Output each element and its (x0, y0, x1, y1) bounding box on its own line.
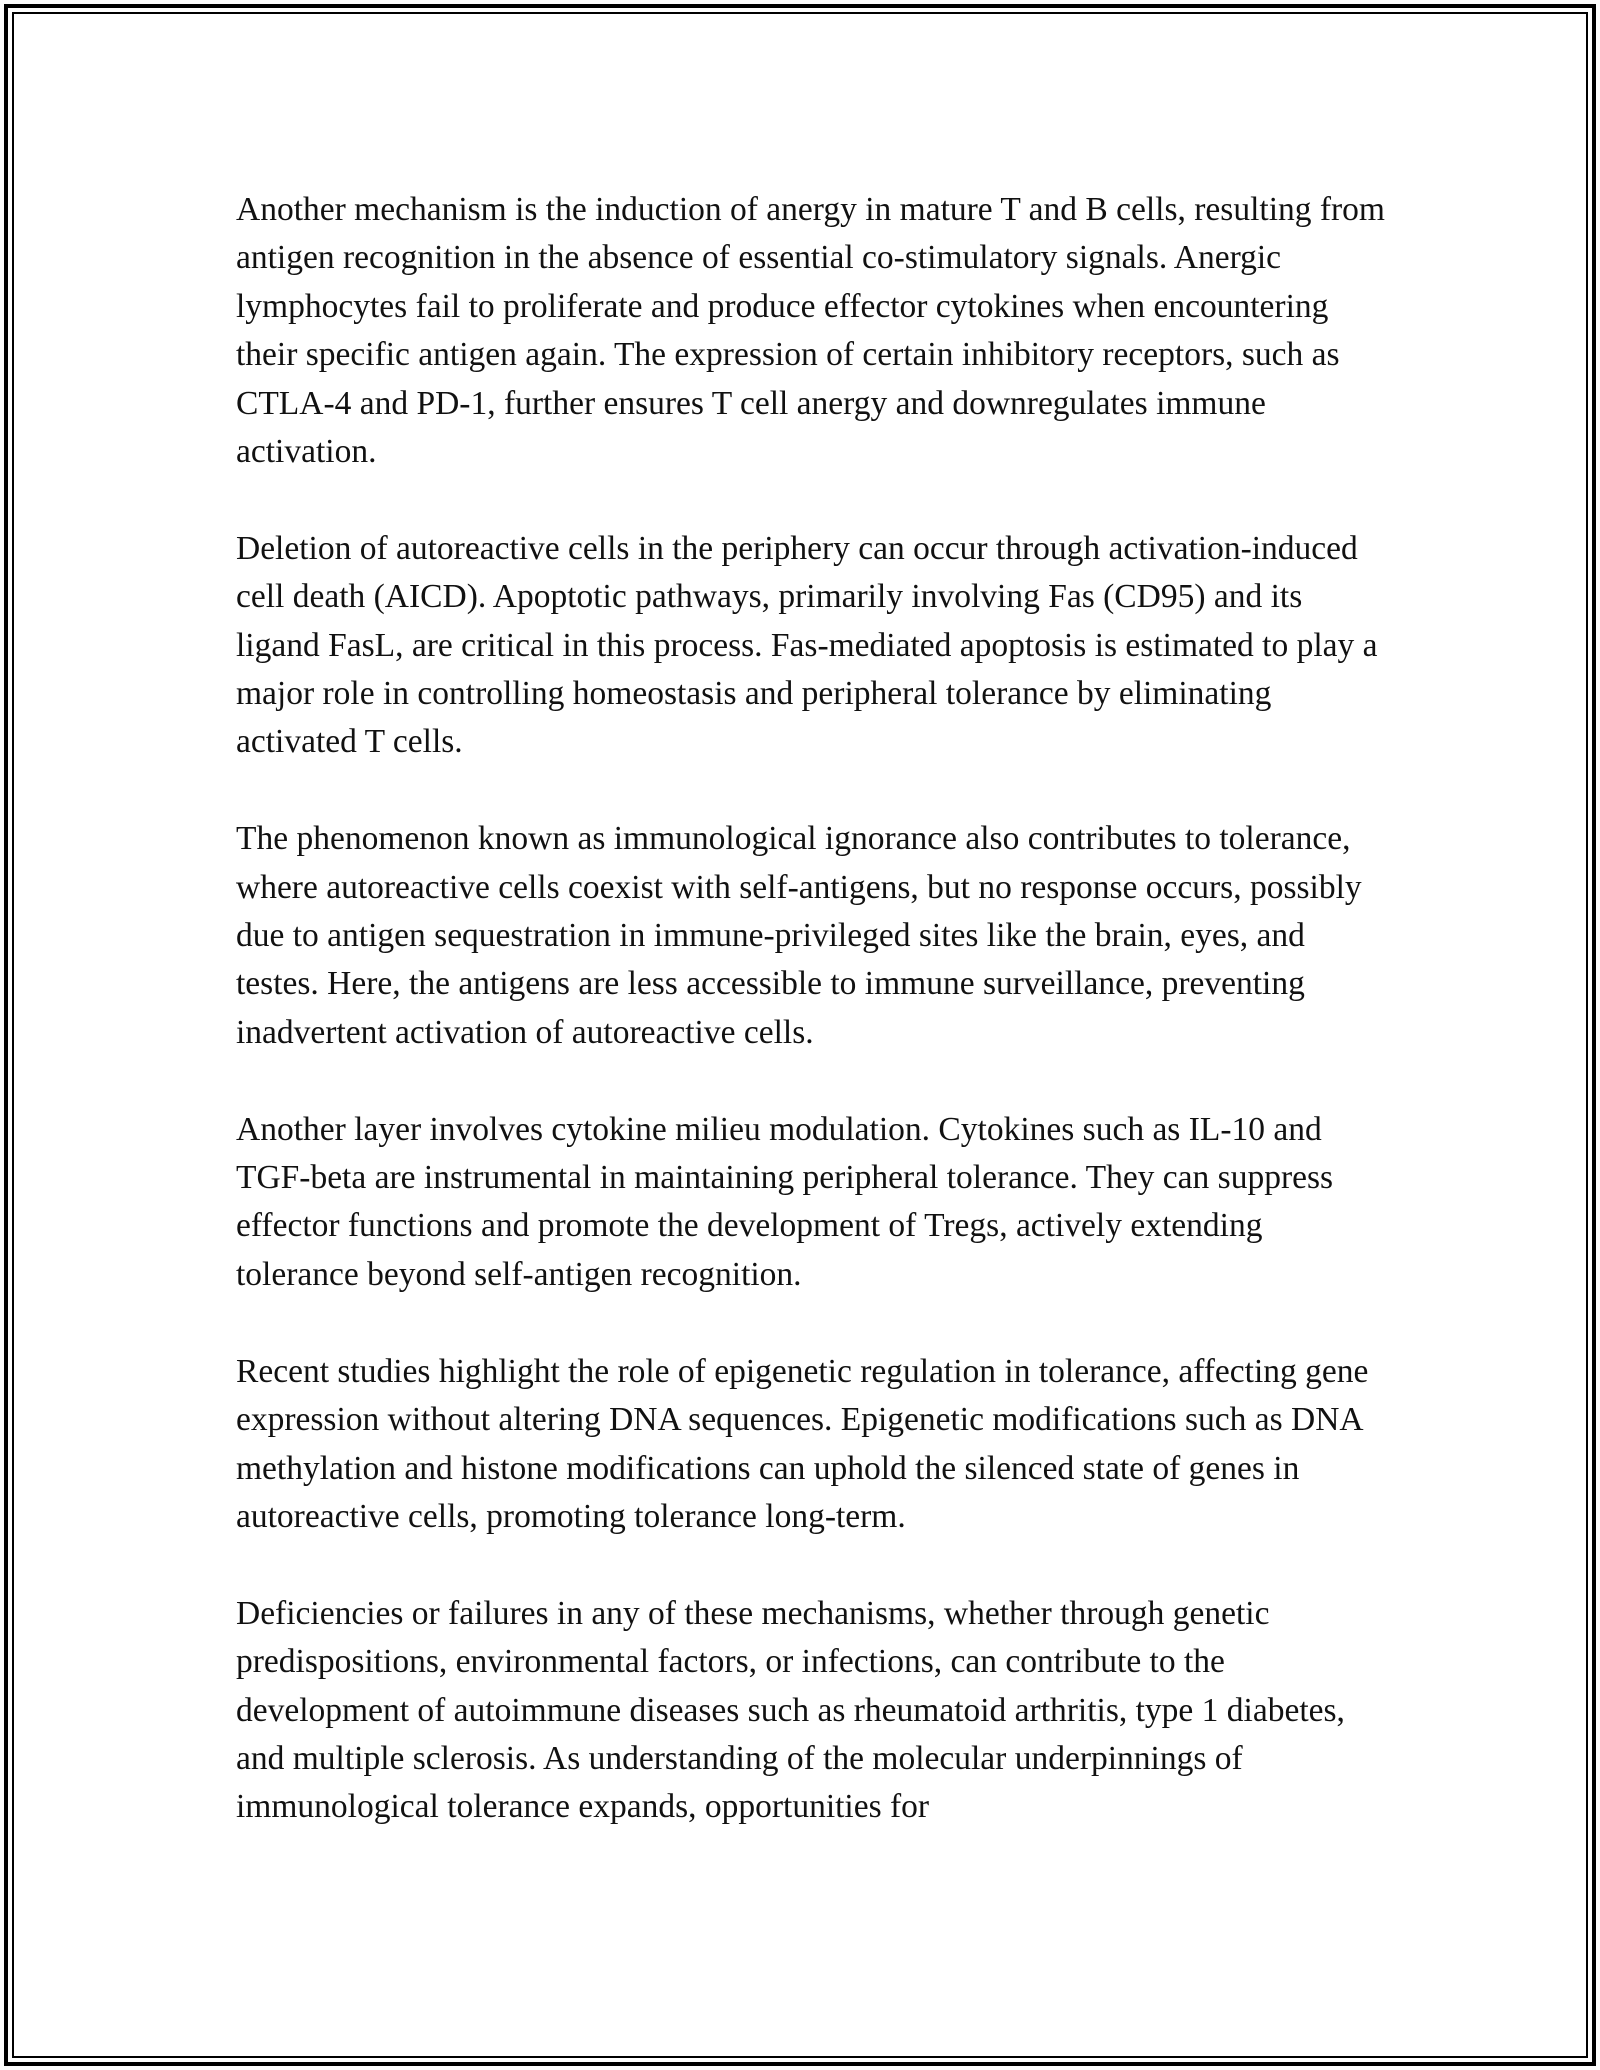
paragraph-anergy: Another mechanism is the induction of anergy in mature T and B cells, resulting from antigen recognition in the absence of essential co-stimulatory signals. Anergic lymphocytes fail to proliferate and produce effector cytokines when encountering their specific antigen again. The expression of certain inhibitory receptors, such as CTLA-4 and PD-1, further ensures T cell anergy and downregulates immune activation. (236, 191, 1385, 471)
paragraph-epigenetic: Recent studies highlight the role of epigenetic regulation in tolerance, affecting gene expression without altering DNA sequences. Epigenetic modifications such as DNA methylation and histone modifications can uphold the silenced state of genes in autoreactive cells, promoting tolerance long-term. (236, 1352, 1369, 1535)
paragraph-deficiencies: Deficiencies or failures in any of these mechanisms, whether through genetic predispositions, environmental factors, or infections, can contribute to the development of autoimmune diseases such as rheumatoid arthritis, type 1 diabetes, and multiple sclerosis. As understanding of the molecular underpinnings of immunological tolerance expands, opportunities for (236, 1594, 1345, 1826)
paragraph-cytokine: Another layer involves cytokine milieu modulation. Cytokines such as IL-10 and TGF-beta are instrumental in maintaining peripheral tolerance. They can suppress effector functions and promote the development of Tregs, actively extending tolerance beyond self-antigen recognition. (236, 1110, 1334, 1293)
document-body (236, 186, 1386, 1880)
paragraph-ignorance: The phenomenon known as immunological ignorance also contributes to tolerance, where autoreactive cells coexist with self-antigens, but no response occurs, possibly due to antigen sequestration in immune-privileged sites like the brain, eyes, and testes. Here, the antigens are less accessible to immune surveillance, preventing inadvertent activation of autoreactive cells. (236, 820, 1362, 1051)
paragraph-aicd: Deletion of autoreactive cells in the periphery can occur through activation-induced cell death (AICD). Apoptotic pathways, primarily involving Fas (CD95) and its ligand FasL, are critical in this process. Fas-mediated apoptosis is estimated to play a major role in controlling homeostasis and peripheral tolerance by eliminating activated T cells. (236, 529, 1378, 761)
